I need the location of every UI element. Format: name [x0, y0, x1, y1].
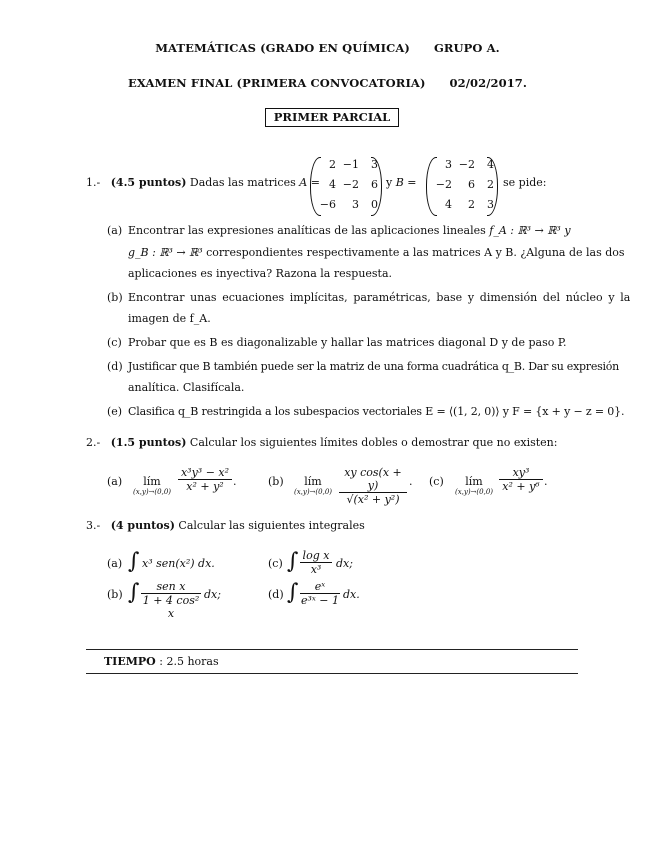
footer-bottom-rule — [86, 673, 578, 674]
matrix-A-cell: 0 — [371, 198, 378, 211]
matrix-A-cell: −6 — [319, 198, 336, 211]
group-label: GRUPO A. — [433, 41, 500, 55]
q2c-denominator: x² + y⁶ — [502, 480, 540, 493]
q3d-fraction — [300, 580, 340, 607]
q1d-label: (d) — [107, 360, 123, 373]
q2a-limit — [128, 475, 176, 496]
q1-and: y — [386, 176, 393, 189]
q2b-fraction — [339, 466, 407, 506]
matrix-A-cell: 3 — [371, 158, 378, 171]
q3b-fraction — [141, 580, 201, 620]
header-line-2 — [0, 76, 655, 90]
q2a-lim-sub: (x,y)→(0,0) — [132, 488, 172, 496]
q1-B-label: B = — [395, 176, 417, 189]
q3d-numerator: eˣ — [314, 580, 326, 593]
matrix-A-cell: 4 — [329, 178, 336, 191]
q3c-integral-sign: ∫ — [287, 549, 299, 574]
q1d-line1: Justificar que B también puede ser la matriz de una forma cuadrática q_B. Dar su expresión — [128, 360, 619, 373]
q1b-line2: imagen de f_A. — [128, 312, 211, 325]
q2-intro-line — [86, 436, 557, 450]
q3c-label: (c) — [268, 557, 283, 570]
q2b-numerator: xy cos(x + y) — [344, 466, 402, 492]
q1c-line1: Probar que es B es diagonalizable y hallar las matrices diagonal D y de paso P. — [128, 336, 567, 349]
q2c-label: (c) — [429, 475, 444, 488]
q1a-line2 — [128, 246, 625, 260]
q3b-numerator: sen x — [156, 580, 186, 593]
q1b-label: (b) — [107, 291, 123, 304]
q2a-numerator: x³y³ − x² — [180, 466, 230, 479]
footer-time — [104, 655, 219, 669]
q2a-lim-word: lím — [143, 475, 161, 488]
q1d-line2: analítica. Clasifícala. — [128, 381, 245, 394]
q1e-line1: Clasifica q_B restringida a los subespacios vectoriales E = ⟨(1, 2, 0)⟩ y F = {x + y − z = 0}. — [128, 405, 625, 418]
q3b-integral-sign: ∫ — [128, 580, 140, 605]
q2c-fraction — [499, 466, 543, 493]
q2c-lim-sub: (x,y)→(0,0) — [454, 488, 494, 496]
q3d-dx: dx. — [343, 588, 360, 601]
q3-number: 3.- — [86, 519, 101, 532]
q3c-denominator: x³ — [310, 563, 322, 576]
q2b-lim-word: lím — [304, 475, 322, 488]
q1a-line1 — [128, 224, 571, 238]
q3d-label: (d) — [268, 588, 284, 601]
q2a-fraction — [178, 466, 232, 493]
q2c-lim-word: lím — [465, 475, 483, 488]
q1-B-label-group — [386, 176, 417, 190]
course-title: MATEMÁTICAS (GRADO EN QUÍMICA) — [155, 41, 410, 55]
q3c-dx: dx; — [336, 557, 353, 570]
q2b-label: (b) — [268, 475, 284, 488]
q3-points: (4 puntos) — [110, 519, 175, 532]
header-line-1 — [0, 41, 655, 55]
matrix-A-cell: −2 — [342, 178, 359, 191]
matrix-A-cell: 3 — [352, 198, 359, 211]
matrix-B-cell: 2 — [468, 198, 475, 211]
q3d-integral-sign: ∫ — [287, 580, 299, 605]
q2c-end: . — [544, 475, 548, 488]
q3a-label: (a) — [107, 557, 123, 570]
q3c-numerator: log x — [302, 549, 330, 562]
matrix-B — [426, 157, 498, 214]
q2-number: 2.- — [86, 436, 101, 449]
q1a-line3: aplicaciones es inyectiva? Razona la respuesta. — [128, 267, 393, 280]
q2b-end: . — [409, 475, 413, 488]
q2-text: Calcular los siguientes límites dobles o demostrar que no existen: — [189, 436, 558, 449]
q3b-dx: dx; — [204, 588, 221, 601]
time-value: : 2.5 horas — [159, 655, 219, 668]
q2c-limit — [450, 475, 498, 496]
q3a-integral-sign: ∫ — [128, 549, 140, 574]
matrix-B-cell: 6 — [468, 178, 475, 191]
q2b-limit — [289, 475, 337, 496]
q3b-denominator: 1 + 4 cos² x — [142, 594, 200, 620]
exam-date: 02/02/2017. — [449, 76, 528, 90]
section-title: PRIMER PARCIAL — [265, 108, 399, 127]
matrix-A-cell: −1 — [342, 158, 359, 171]
q1-intro: Dadas las matrices — [189, 176, 296, 189]
q1a-text2: correspondientes respectivamente a las matrices A y B. ¿Alguna de las dos — [206, 246, 625, 259]
q1-number: 1.- — [86, 176, 101, 189]
q1a-text1: Encontrar las expresiones analíticas de las aplicaciones lineales — [128, 224, 486, 237]
q1a-label: (a) — [107, 224, 123, 237]
q1c-label: (c) — [107, 336, 122, 349]
matrix-A-cell: 2 — [329, 158, 336, 171]
q3d-denominator: e³ˣ − 1 — [300, 594, 340, 607]
q3a-expression: x³ sen(x²) dx. — [142, 557, 215, 570]
q1a-math2: g_B : ℝ³ → ℝ³ — [128, 246, 203, 259]
q1e-label: (e) — [107, 405, 123, 418]
matrix-B-cell: 4 — [487, 158, 494, 171]
q3c-fraction — [300, 549, 332, 576]
q3b-label: (b) — [107, 588, 123, 601]
time-label: TIEMPO — [104, 655, 156, 668]
q1-A-label: A = — [299, 176, 320, 189]
q1-outro: se pide: — [503, 176, 547, 189]
q1-points: (4.5 puntos) — [110, 176, 187, 189]
q2-points: (1.5 puntos) — [110, 436, 187, 449]
matrix-B-cell: 4 — [445, 198, 452, 211]
matrix-A — [310, 157, 382, 214]
q2b-denominator: √(x² + y²) — [346, 493, 400, 506]
q3-intro-line — [86, 519, 365, 533]
matrix-B-cell: 3 — [487, 198, 494, 211]
q1b-line1: Encontrar unas ecuaciones implícitas, paramétricas, base y dimensión del núcleo y la — [128, 291, 631, 304]
q1a-math1: f_A : ℝ³ → ℝ³ y — [489, 224, 571, 237]
footer-top-rule — [86, 649, 578, 650]
matrix-B-cell: 3 — [445, 158, 452, 171]
matrix-B-cell: −2 — [435, 178, 452, 191]
matrix-B-cell: 2 — [487, 178, 494, 191]
matrix-B-cell: −2 — [458, 158, 475, 171]
q2b-lim-sub: (x,y)→(0,0) — [293, 488, 333, 496]
q1-intro-line — [86, 176, 320, 190]
matrix-A-cell: 6 — [371, 178, 378, 191]
q2a-denominator: x² + y² — [186, 480, 224, 493]
q2a-label: (a) — [107, 475, 123, 488]
q2c-numerator: xy³ — [512, 466, 530, 479]
exam-title: EXAMEN FINAL (PRIMERA CONVOCATORIA) — [127, 76, 426, 90]
q2a-end: . — [233, 475, 237, 488]
q3-text: Calcular las siguientes integrales — [178, 519, 365, 532]
